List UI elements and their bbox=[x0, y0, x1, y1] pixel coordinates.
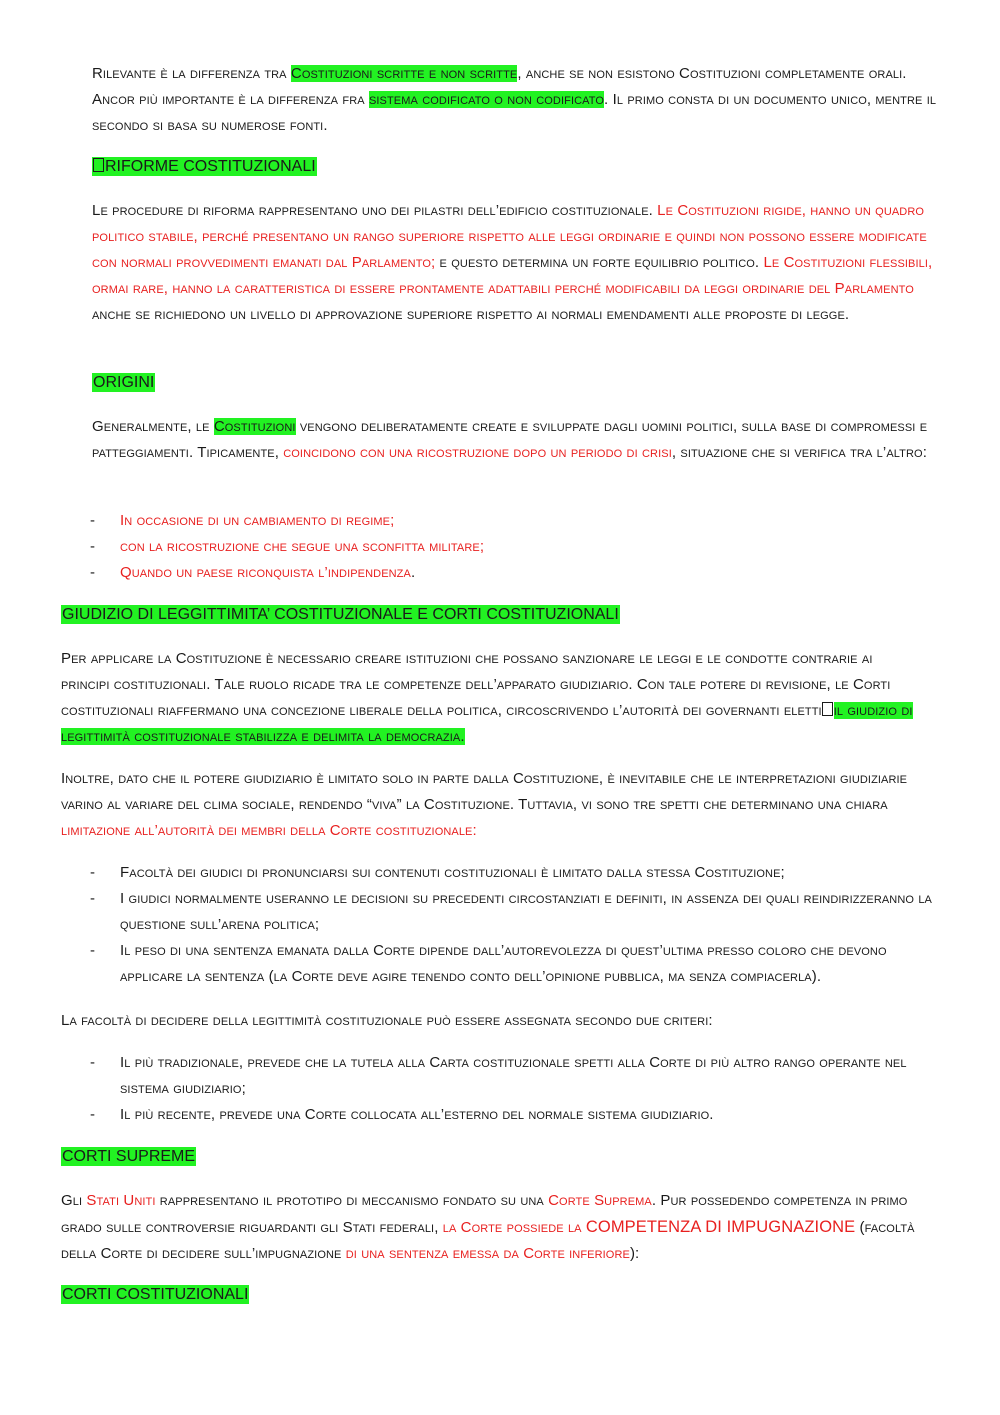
heading-corti-costituzionali: CORTI COSTITUZIONALI bbox=[62, 1286, 249, 1303]
list-criteri bbox=[90, 1050, 940, 1128]
list-occasions bbox=[90, 508, 940, 586]
list-item: - Facoltà dei giudici di pronunciarsi sui contenuti costituzionali è limitato dalla stessa Costituzione; bbox=[90, 860, 940, 886]
paragraph-criteri: La facoltà di decidere della legittimità costituzionale può essere assegnata secondo due criteri: bbox=[61, 1012, 713, 1029]
missing-glyph-box-icon bbox=[822, 702, 833, 716]
list-item: - I giudici normalmente useranno le decisioni su precedenti circostanziati e definiti, in assenza dei quali reindirizzeranno la questione sull’arena politica; bbox=[90, 886, 940, 938]
list-limitations bbox=[90, 860, 940, 990]
list-item: - Quando un paese riconquista l’indipendenza. bbox=[90, 560, 940, 586]
heading-origini: ORIGINI bbox=[93, 374, 155, 391]
paragraph-inoltre: Inoltre, dato che il potere giudiziario è limitato solo in parte dalla Costituzione, è inevitabile che le interpretazioni giudiziarie varino al variare del clima sociale, rendendo “viva” la Costituzione. Tuttavia, vi sono tre spetti che determinano una chiara limitazione all’autorità dei membri della Corte costituzionale: bbox=[61, 770, 908, 839]
heading-corti-supreme: CORTI SUPREME bbox=[62, 1148, 196, 1165]
list-item: - Il più tradizionale, prevede che la tutela alla Carta costituzionale spetti alla Corte di più altro rango operante nel sistema giudiziario; bbox=[90, 1050, 940, 1102]
list-item: - In occasione di un cambiamento di regime; bbox=[90, 508, 940, 534]
list-item: - Il peso di una sentenza emanata dalla Corte dipende dall’autorevolezza di quest’ultima presso coloro che devono applicare la sentenza (la Corte deve agire tenendo conto dell’opinione pubblica, ma senza compiacerla). bbox=[90, 938, 940, 990]
paragraph-origini: Generalmente, le Costituzioni vengono deliberatamente create e sviluppate dagli uomini politici, sulla base di compromessi e patteggiamenti. Tipicamente, coincidono con una ricostruzione dopo un periodo di crisi, situazione che si verifica tra l’altro: bbox=[92, 418, 928, 461]
list-item: - con la ricostruzione che segue una sconfitta militare; bbox=[90, 534, 940, 560]
highlight-written-unwritten: Costituzioni scritte e non scritte bbox=[290, 65, 518, 82]
paragraph-applicare: Per applicare la Costituzione è necessario creare istituzioni che possano sanzionare le leggi e le condotte contrarie ai principi costituzionali. Tale ruolo ricade tra le competenze dell’apparato giudiziario. Con tale potere di revisione, le Corti costituzionali riaffermano una concezione liberale della politica, circoscrivendo l’autorità dei governanti eletti il giudizio di legittimità costituzionale stabilizza e delimita la democrazia. bbox=[61, 650, 913, 745]
paragraph-stati-uniti: Gli Stati Uniti rappresentano il prototipo di meccanismo fondato su una Corte Suprema. Pur possedendo competenza in primo grado sulle controversie riguardanti gli Stati federali, la Corte possiede la COMPETENZA DI IMPUGNAZIONE (facoltà della Corte di decidere sull’impugnazione di una sentenza emessa da Corte inferiore): bbox=[61, 1192, 915, 1262]
paragraph-written-constitutions: Rilevante è la differenza tra Costituzioni scritte e non scritte, anche se non esistono Costituzioni completamente orali. Ancor più importante è la differenza fra sistema codificato o non codificato. Il primo consta di un documento unico, mentre il secondo si basa su numerose fonti. bbox=[92, 65, 937, 134]
highlight-codified: sistema codificato o non codificato bbox=[368, 91, 605, 108]
missing-glyph-box-icon bbox=[93, 158, 104, 172]
heading-giudizio: GIUDIZIO DI LEGGITTIMITA’ COSTITUZIONALE E CORTI COSTITUZIONALI bbox=[62, 606, 619, 623]
paragraph-riforme: Le procedure di riforma rappresentano uno dei pilastri dell’edificio costituzionale. Le Costituzioni rigide, hanno un quadro politico stabile, perché presentano un rango superiore rispetto alle leggi ordinarie e quindi non possono essere modificate con normali provvedimenti emanati dal Parlamento; e questo determina un forte equilibrio politico. Le Costituzioni flessibili, ormai rare, hanno la caratteristica di essere prontamente adattabili perché modificabili da leggi ordinarie del Parlamento anche se richiedono un livello di approvazione superiore rispetto ai normali emendamenti alle proposte di legge. bbox=[92, 202, 933, 323]
heading-riforme: RIFORME COSTITUZIONALI bbox=[92, 156, 942, 178]
list-item: - Il più recente, prevede una Corte collocata all’esterno del normale sistema giudiziario. bbox=[90, 1102, 940, 1128]
